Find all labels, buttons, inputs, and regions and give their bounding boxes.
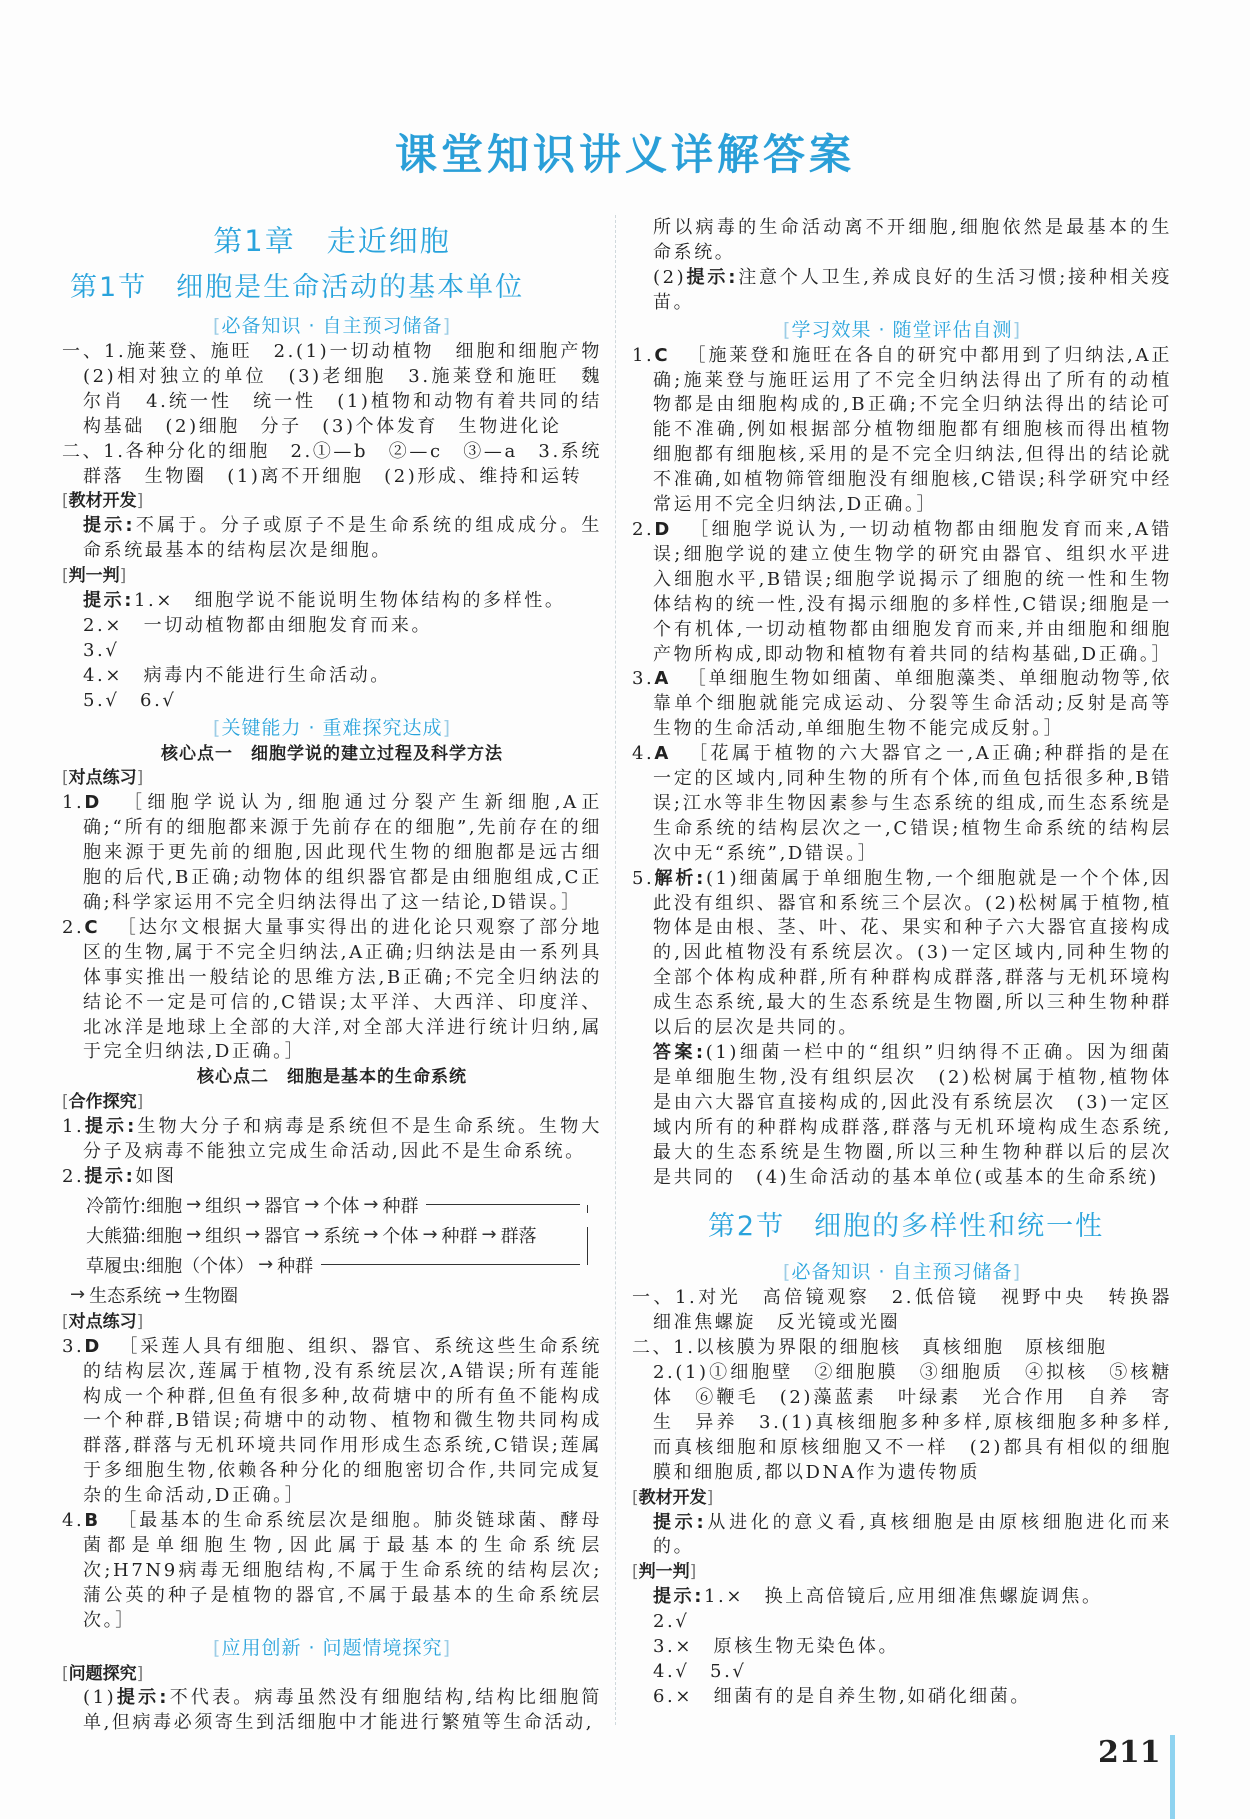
answer-paragraph — [62, 1509, 602, 1634]
module-heading — [632, 1258, 1172, 1286]
label-text: 判一判 — [68, 566, 120, 587]
bracket-open: [ — [62, 768, 69, 789]
answer-text: ［采莲人具有细胞、组织、器官、系统这些生命系统的结构层次,莲属于植物,没有系统层次,A错误;所有莲能构成一个种群,但鱼有很多种,故荷塘中的所有鱼不能构成一个种群,B错误;荷塘中的动物、植物和微生物共同构成群落,群落与无机环境共同作用形成生态系统,C错误;莲属于多细胞生物,依赖各种分化的细胞密切合作,共同完成复杂的生命活动,D正确。］ — [83, 1335, 602, 1507]
bracket-open: [ — [783, 318, 792, 341]
answer-paragraph — [62, 664, 602, 689]
answer-text: ［单细胞生物如细菌、单细胞藻类、单细胞动物等,依靠单个细胞就能完成运动、分裂等生命活动;反射是高等生物的生命活动,单细胞生物不能完成反射。］ — [653, 668, 1172, 740]
item-number: 4. — [62, 1510, 85, 1532]
answer-paragraph — [62, 689, 602, 714]
tag-text: 必备知识 · 自主预习储备 — [221, 315, 443, 337]
answer-paragraph — [632, 1660, 1172, 1685]
answer-text: 一、1.施莱登、施旺 2.(1)一切动植物 细胞和细胞产物 (2)相对独立的单位 (3)老细胞 3.施莱登和施旺 魏尔肖 4.统一性 统一性 (1)植物和动物有着共同的结构基础 (2)细胞 分子 (3)个体发育 生物进化论 — [62, 341, 623, 437]
label-text: 对点练习 — [68, 1311, 137, 1332]
right-column — [632, 216, 1193, 1710]
answer-paragraph — [632, 667, 1172, 742]
answer-choice: C — [654, 344, 671, 366]
organism-label: 冷箭竹: — [86, 1195, 147, 1217]
page-edge-bar — [1170, 1735, 1175, 1819]
answer-paragraph — [632, 1610, 1172, 1635]
label-text: 教材开发 — [68, 491, 137, 512]
bracket-close: ] — [442, 1636, 451, 1659]
item-number: 1. — [62, 1116, 85, 1138]
answer-text: 2.× 一切动植物都由细胞发育而来。 — [83, 614, 433, 636]
answer-paragraph — [62, 916, 602, 1065]
answer-text: ［细胞学说认为,细胞通过分裂产生新细胞,A正确;“所有的细胞都来源于先前存在的细胞”,先前存在的细胞来源于更先前的细胞,因此现代生物的细胞都是远古细胞的后代,B正确;动物体的组织器官都是由细胞组成,C正确;科学家运用不完全归纳法得出了这一结论,D错误。］ — [83, 792, 602, 913]
answer-choice: A — [654, 668, 671, 690]
answer-choice: B — [84, 1510, 101, 1532]
core-point-heading: 核心点一 细胞学说的建立过程及科学方法 — [161, 743, 503, 764]
answer-paragraph — [62, 791, 602, 916]
level-node: 群落 — [500, 1225, 537, 1247]
level-node: 组织 — [205, 1225, 242, 1247]
answer-text: 如图 — [135, 1165, 177, 1187]
answer-text: ［花属于植物的六大器官之一,A正确;种群指的是在一定的区域内,同种生物的所有个体,而鱼包括很多种,B错误;江水等非生物因素参与生态系统的组成,而生态系统是生命系统的结构层次之一,C错误;植物生命系统的结构层次中无“系统”,D错误。］ — [653, 743, 1172, 864]
item-number: 1. — [62, 792, 85, 814]
label-text: 问题探究 — [68, 1663, 137, 1684]
subsection-label — [632, 1560, 1172, 1585]
level-node: 细胞（个体） — [146, 1255, 255, 1277]
bracket-open: [ — [62, 491, 69, 512]
level-node: 细胞 — [146, 1195, 183, 1217]
answer-paragraph — [62, 614, 602, 639]
level-node: 器官 — [264, 1225, 301, 1247]
answer-text: 1.× 细胞学说不能说明生物体结构的多样性。 — [134, 590, 566, 612]
bracket-close: ] — [1012, 1261, 1021, 1284]
organism-label: 大熊猫: — [86, 1225, 147, 1247]
arrow-icon: → — [304, 1194, 320, 1216]
answer-paragraph — [632, 518, 1172, 667]
item-number: (1) — [83, 1687, 117, 1709]
arrow-icon: → — [186, 1224, 202, 1246]
bracket-close: ] — [706, 1487, 714, 1508]
tag-text: 必备知识 · 自主预习储备 — [791, 1261, 1013, 1284]
bracket-close: ] — [136, 1663, 144, 1684]
connector-down — [587, 1205, 588, 1213]
answer-text: ［细胞学说认为,一切动植物都由细胞发育而来,A错误;细胞学说的建立使生物学的研究由器官、组织水平进入细胞水平,B错误;细胞学说揭示了细胞的统一性和生物体结构的统一性,没有揭示细胞的多样性,C错误;细胞是一个有机体,一切动植物都由细胞发育而来,并由细胞和细胞产物所构成,即动物和植物有着共同的结构基础,D正确。］ — [653, 518, 1173, 665]
answer-paragraph — [632, 1585, 1172, 1610]
answer-lead: 提示: — [84, 1165, 136, 1187]
answer-paragraph — [632, 742, 1172, 867]
answer-paragraph — [62, 639, 602, 664]
diagram-row — [86, 1220, 602, 1250]
arrow-icon: → — [422, 1224, 438, 1246]
item-number: 2. — [632, 518, 655, 540]
bracket-close: ] — [442, 315, 451, 337]
label-text: 教材开发 — [638, 1487, 707, 1508]
answer-paragraph — [632, 1041, 1172, 1190]
label-text: 对点练习 — [68, 768, 137, 789]
life-system-diagram — [62, 1190, 602, 1310]
subsection-label — [62, 1310, 602, 1335]
arrow-icon: → — [186, 1194, 202, 1216]
arrow-icon: → — [481, 1224, 497, 1246]
answer-lead: 提示: — [116, 1687, 170, 1709]
bracket-open: [ — [213, 716, 222, 739]
answer-text: 生物大分子和病毒是系统但不是生命系统。生物大分子及病毒不能独立完成生命活动,因此不是生命系统。 — [83, 1116, 602, 1162]
answer-choice: A — [654, 743, 671, 765]
answer-text: 6.× 细菌有的是自养生物,如硝化细菌。 — [653, 1685, 1031, 1707]
bracket-close: ] — [136, 491, 144, 512]
answer-text: (1)细菌属于单细胞生物,一个细胞就是一个个体,因此没有组织、器官和系统三个层次。(2)松树属于植物,植物体是由根、茎、叶、花、果实和种子六大器官直接构成的,因此植物没有系统层次。(3)一定区域内,同种生物的全部个体构成种群,所有种群构成群落,群落与无机环境构成生态系统,最大的生态系统是生物圈,所以三种生物种群以后的层次是共同的。 — [653, 867, 1172, 1039]
diagram-row — [66, 1280, 602, 1310]
subsection-label — [62, 564, 602, 589]
item-number: (2) — [653, 266, 687, 288]
answer-paragraph — [62, 1335, 602, 1509]
level-node: 种群 — [382, 1195, 419, 1217]
level-node: 器官 — [264, 1195, 301, 1217]
arrow-icon: → — [304, 1224, 320, 1246]
diagram-row — [86, 1250, 602, 1280]
answer-lead: 提示: — [83, 590, 134, 612]
answer-text: 2.√ — [653, 1611, 690, 1633]
arrow-icon: → — [245, 1224, 261, 1246]
answer-lead: 答案: — [653, 1042, 706, 1063]
answer-lead: 解析: — [654, 867, 706, 889]
module-heading — [62, 714, 602, 742]
bracket-open: [ — [632, 1487, 639, 1508]
answer-paragraph — [632, 344, 1172, 518]
bracket-open: [ — [62, 1663, 69, 1684]
answer-text: ［施莱登和施旺在各自的研究中都用到了归纳法,A正确;施莱登与施旺运用了不完全归纳法得出了所有的动植物都是由细胞构成的,B正确;不完全归纳法得出的结论可能不准确,例如根据部分植物细胞都有细胞核而得出植物细胞都有细胞核,采用的是不完全归纳法,但得出的结论就不准确,如植物筛管细胞没有细胞核,C错误;科学研究中经常运用不完全归纳法,D正确。］ — [653, 344, 1172, 516]
answer-text: 2.(1)①细胞壁 ②细胞膜 ③细胞质 ④拟核 ⑤核糖体 ⑥鞭毛 (2)藻蓝素 叶绿素 光合作用 自养 寄生 异养 3.(1)真核细胞多种多样,原核细胞多种多样,而真核细胞和原核细胞又不一样 (2)都具有相似的细胞膜和细胞质,都以DNA作为遗传物质 — [653, 1362, 1172, 1483]
level-node: 种群 — [441, 1225, 478, 1247]
level-node: 组织 — [205, 1195, 242, 1217]
answer-choice: C — [84, 916, 101, 938]
answer-choice: D — [84, 792, 102, 814]
answer-paragraph — [62, 340, 623, 440]
tag-text: 关键能力 · 重难探究达成 — [221, 716, 443, 739]
answer-paragraph — [62, 440, 623, 490]
module-heading — [62, 1634, 602, 1662]
module-heading — [632, 316, 1172, 344]
answer-paragraph — [632, 1685, 1172, 1710]
answer-paragraph — [632, 216, 1172, 266]
arrow-icon: → — [258, 1254, 274, 1276]
answer-text: 不代表。病毒虽然没有细胞结构,结构比细胞简单,但病毒必须寄生到活细胞中才能进行繁殖等生命活动, — [83, 1687, 602, 1734]
answer-lead: 提示: — [686, 266, 738, 288]
arrow-icon: → — [165, 1284, 181, 1306]
answer-paragraph — [62, 514, 602, 564]
answer-text: 3.× 原核生物无染色体。 — [653, 1636, 900, 1658]
bracket-close: ] — [136, 1092, 144, 1113]
answer-paragraph — [632, 867, 1172, 1041]
answer-text: 一、1.对光 高倍镜观察 2.低倍镜 视野中央 转换器 细准焦螺旋 反光镜或光圈 — [632, 1287, 1193, 1334]
answer-text: 5.√ 6.√ — [83, 689, 177, 711]
core-point-heading: 核心点二 细胞是基本的生命系统 — [197, 1067, 467, 1088]
bracket-open: [ — [62, 566, 69, 587]
bracket-open: [ — [632, 1562, 639, 1583]
arrow-icon: → — [70, 1284, 86, 1306]
module-heading — [62, 312, 602, 340]
bracket-close: ] — [136, 768, 144, 789]
answer-text: 3.√ — [83, 639, 120, 661]
section-heading: 第1节 细胞是生命活动的基本单位 — [70, 272, 525, 303]
left-column — [62, 218, 623, 1736]
item-number: 2. — [62, 916, 85, 938]
bracket-close: ] — [136, 1311, 144, 1332]
bracket-open: [ — [783, 1261, 792, 1284]
level-node: 个体 — [382, 1225, 419, 1247]
level-node: 生物圈 — [184, 1285, 239, 1307]
diagram-row — [86, 1190, 602, 1220]
bracket-close: ] — [1012, 318, 1021, 341]
answer-text: (1)细菌一栏中的“组织”归纳得不正确。因为细菌是单细胞生物,没有组织层次 (2)松树属于植物,植物体是由六大器官直接构成的,因此没有系统层次 (3)一定区域内所有的种群构成群落,群落与无机环境构成生态系统,最大的生态系统是生物圈,所以三种生物种群以后的层次是共同的 (4)生命活动的基本单位(或基本的生命系统) — [653, 1042, 1172, 1188]
level-node: 系统 — [323, 1225, 360, 1247]
answer-text: 不属于。分子或原子不是生命系统的组成成分。生命系统最基本的结构层次是细胞。 — [83, 515, 602, 562]
answer-text: 从进化的意义看,真核细胞是由原核细胞进化而来的。 — [653, 1511, 1173, 1558]
answer-text: 二、1.各种分化的细胞 2.①—b ②—c ③—a 3.系统 群落 生物圈 (1)离不开细胞 (2)形成、维持和运转 — [62, 440, 623, 487]
connector-line — [321, 1264, 580, 1265]
item-number: 2. — [62, 1165, 85, 1187]
answer-paragraph — [632, 1361, 1172, 1486]
arrow-icon: → — [245, 1194, 261, 1216]
answer-lead: 提示: — [653, 1586, 704, 1608]
connector-up — [587, 1227, 588, 1265]
chapter-heading: 第1章 走近细胞 — [213, 224, 451, 258]
bracket-open: [ — [213, 315, 222, 337]
answer-paragraph — [632, 1635, 1172, 1660]
subsection-label — [62, 1662, 602, 1687]
bracket-open: [ — [213, 1636, 222, 1659]
answer-text: 1.× 换上高倍镜后,应用细准焦螺旋调焦。 — [704, 1586, 1103, 1608]
answer-choice: D — [654, 518, 672, 540]
answer-text: 4.√ 5.√ — [653, 1661, 747, 1682]
answer-paragraph — [62, 1115, 602, 1165]
bracket-close: ] — [119, 566, 127, 587]
answer-paragraph — [62, 1686, 602, 1736]
bracket-close: ] — [689, 1562, 697, 1583]
item-number: 3. — [632, 668, 655, 690]
tag-text: 应用创新 · 问题情境探究 — [221, 1636, 443, 1659]
page-title: 课堂知识讲义详解答案 — [394, 130, 855, 179]
level-node: 细胞 — [146, 1225, 183, 1247]
item-number: 4. — [632, 743, 655, 765]
label-text: 合作探究 — [68, 1092, 137, 1113]
answer-lead: 提示: — [84, 1116, 137, 1138]
subsection-label — [632, 1486, 1172, 1511]
subsection-label — [62, 489, 602, 514]
answer-lead: 提示: — [653, 1511, 707, 1533]
subsection-label — [62, 766, 602, 791]
answer-paragraph — [632, 1336, 1172, 1361]
answer-text: 4.× 病毒内不能进行生命活动。 — [83, 664, 391, 686]
level-node: 个体 — [323, 1195, 360, 1217]
item-number: 1. — [632, 344, 655, 366]
answer-choice: D — [84, 1335, 102, 1357]
bracket-open: [ — [62, 1092, 69, 1113]
organism-label: 草履虫: — [86, 1255, 147, 1277]
label-text: 判一判 — [638, 1562, 690, 1583]
bracket-close: ] — [442, 716, 451, 739]
answer-paragraph — [632, 1286, 1193, 1336]
subsection-label — [62, 1090, 602, 1115]
answer-text: 二、1.以核膜为界限的细胞核 真核细胞 原核细胞 — [632, 1337, 1108, 1359]
tag-text: 学习效果 · 随堂评估自测 — [791, 318, 1013, 341]
answer-paragraph — [62, 1165, 602, 1190]
level-node: 种群 — [277, 1255, 314, 1277]
answer-text: 所以病毒的生命活动离不开细胞,细胞依然是最基本的生命系统。 — [653, 217, 1172, 263]
answer-lead: 提示: — [83, 515, 136, 537]
page-number: 211 — [1098, 1735, 1161, 1770]
answer-text: ［最基本的生命系统层次是细胞。肺炎链球菌、酵母菌都是单细胞生物,因此属于最基本的生命系统层次;H7N9病毒无细胞结构,不属于生命系统的结构层次;蒲公英的种子是植物的器官,不属于最基本的生命系统层次。］ — [83, 1510, 602, 1631]
level-node: 生态系统 — [89, 1285, 162, 1307]
answer-paragraph — [632, 266, 1172, 316]
answer-text: ［达尔文根据大量事实得出的进化论只观察了部分地区的生物,属于不完全归纳法,A正确;归纳法是由一系列具体事实推出一般结论的思维方法,B正确;不完全归纳法的结论不一定是可信的,C错误;太平洋、大西洋、印度洋、北冰洋是地球上全部的大洋,对全部大洋进行统计归纳,属于完全归纳法,D正确。］ — [83, 916, 602, 1063]
section-heading: 第2节 细胞的多样性和统一性 — [707, 1211, 1105, 1243]
connector-line — [426, 1204, 580, 1205]
item-number: 3. — [62, 1335, 85, 1357]
answer-text: 注意个人卫生,养成良好的生活习惯;接种相关疫苗。 — [653, 266, 1173, 313]
answer-paragraph — [632, 1511, 1172, 1561]
item-number: 5. — [632, 867, 655, 889]
arrow-icon: → — [363, 1224, 379, 1246]
arrow-icon: → — [363, 1194, 379, 1216]
bracket-open: [ — [62, 1311, 69, 1332]
answer-paragraph — [62, 589, 602, 614]
